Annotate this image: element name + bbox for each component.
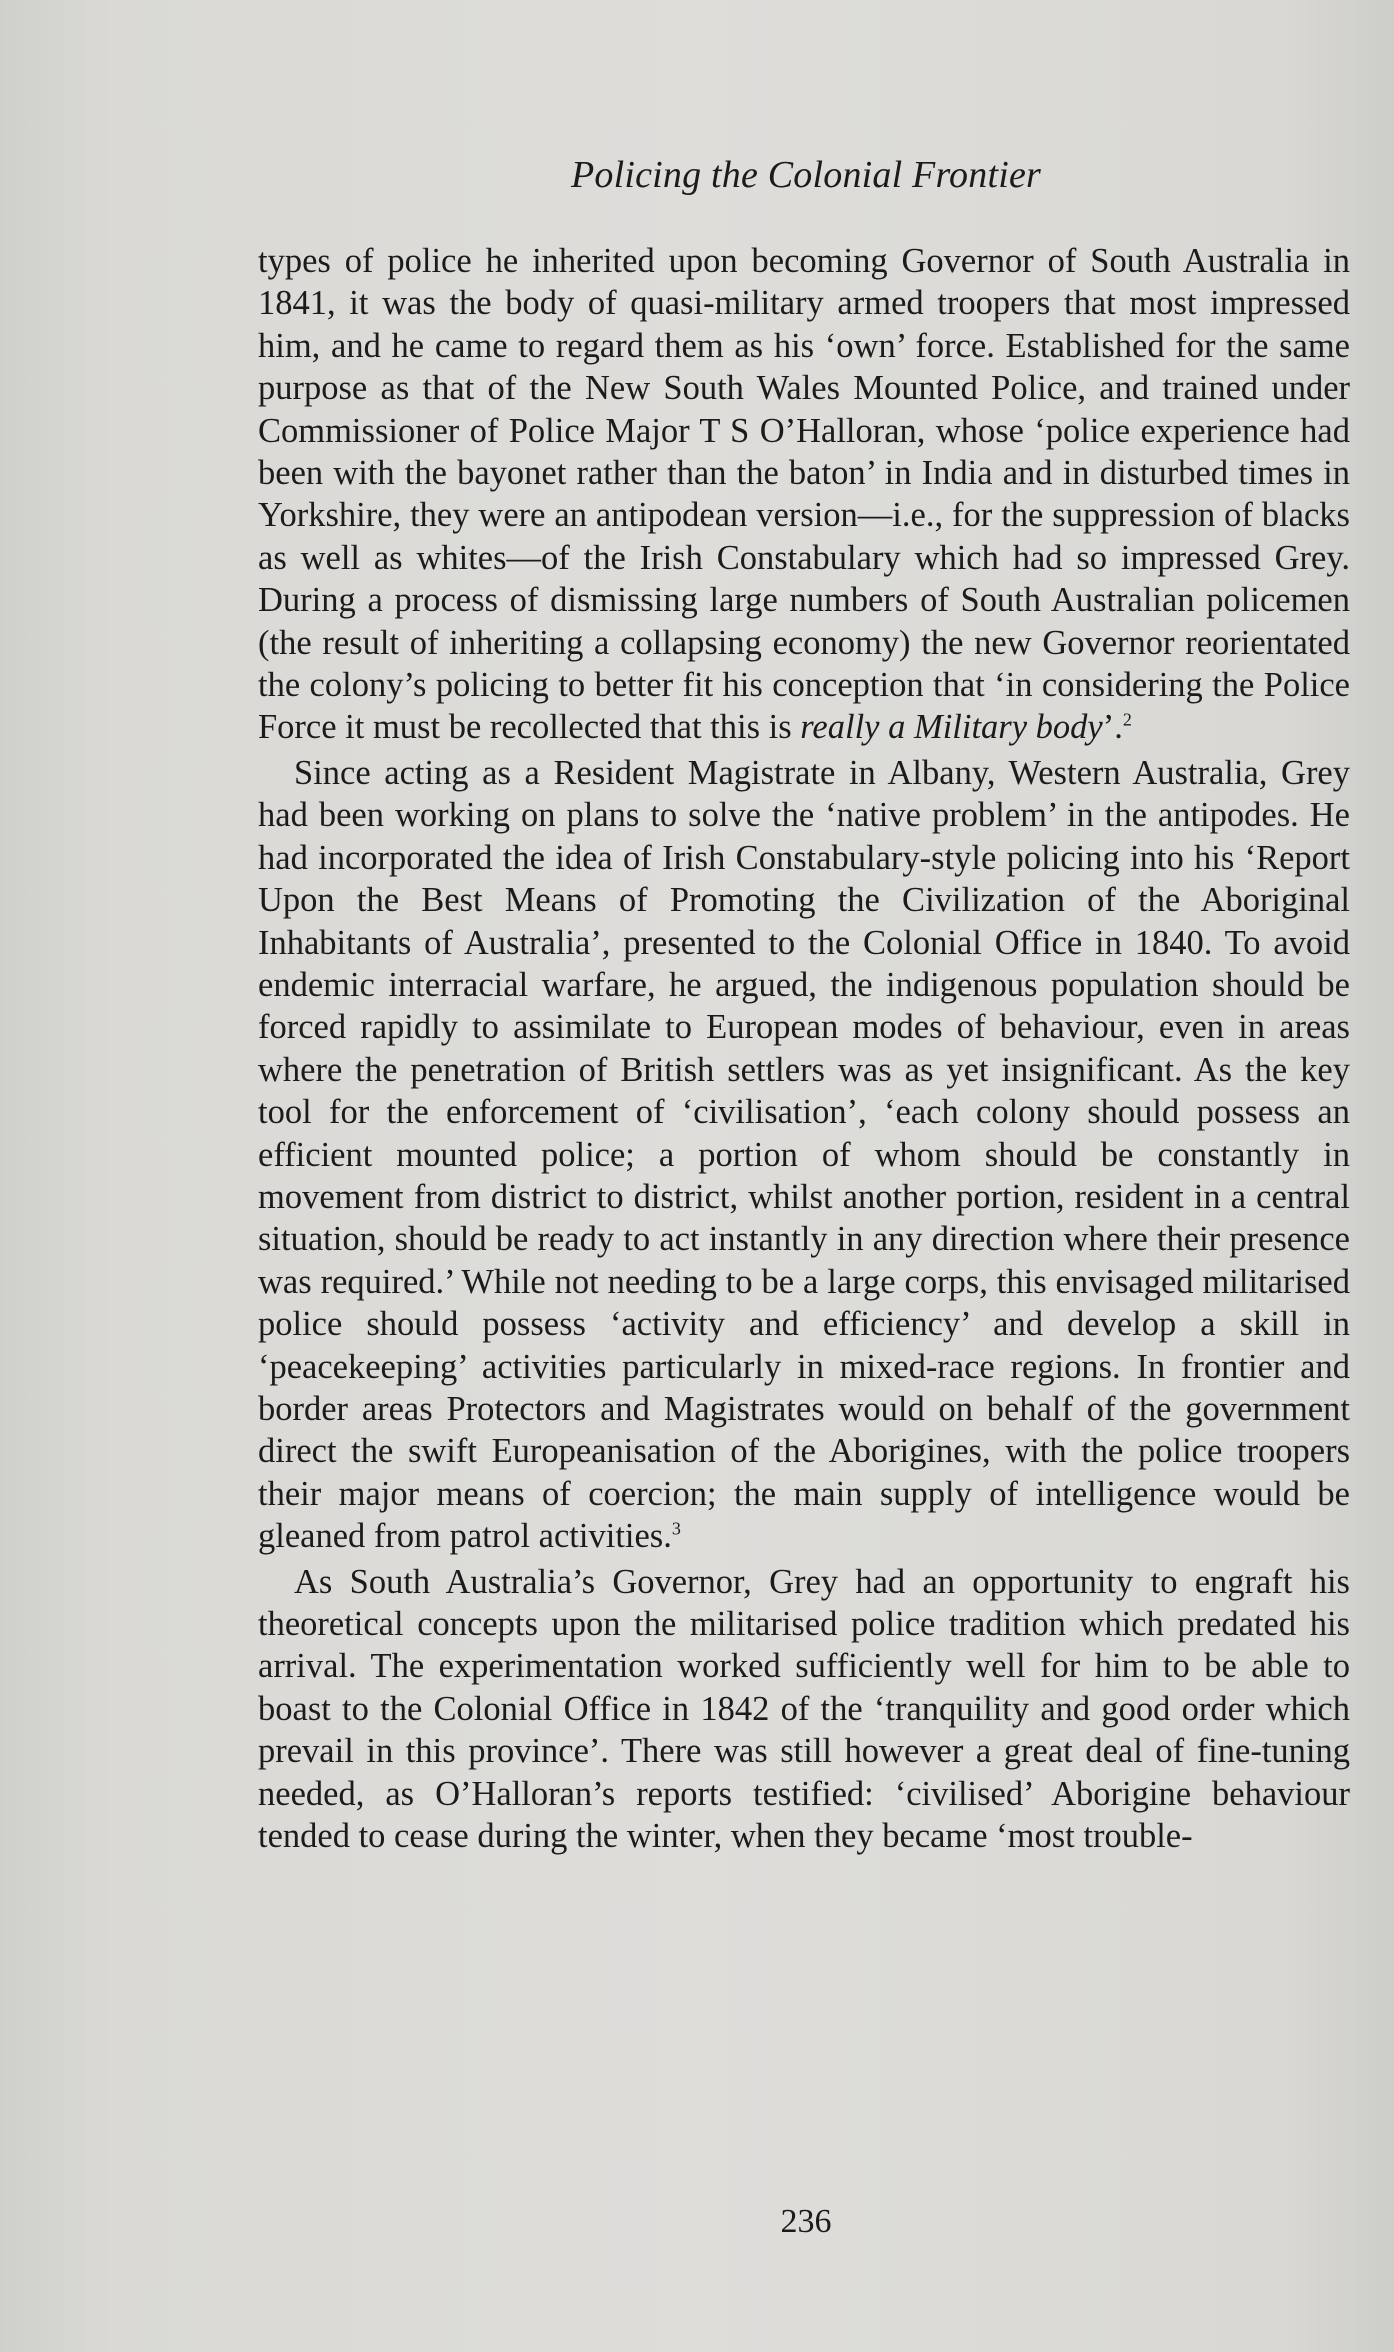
running-head: Policing the Colonial Frontier [570,154,1042,196]
paragraph-3-text: As South Australia’s Governor, Grey had an opportunity to engraft his theoretical concepts upon the militarised police tradition which predated his arrival. The experimentation worked sufficiently well for him to be able to boast to the Colonial Office in 1842 of the ‘tranquility and good order which prevail in this province’. There was still however a great deal of fine-tuning needed, as O’Halloran’s reports testified: ‘civilised’ Aborigine behaviour tended to cease during the winter, when they became ‘most trouble- [258,1562,1350,1856]
body-text [258,240,1350,1857]
paragraph-3 [258,1561,1350,1858]
italic-emphasis: really a Military body [800,708,1103,747]
paragraph-2-text: Since acting as a Resident Magistrate in Albany, Western Australia, Grey had been working on plans to solve the ‘native problem’ in the antipodes. He had incorporated the idea of Irish Constabulary-style policing into his ‘Report Upon the Best Means of Promoting the Civilization of the Aboriginal Inhabitants of Australia’, presented to the Colonial Office in 1840. To avoid endemic interracial warfare, he argued, the indigenous population should be forced rapidly to assimilate to European modes of behaviour, even in areas where the penetration of British settlers was as yet insignificant. As the key tool for the enforcement of ‘civilisation’, ‘each colony should possess an efficient mounted police; a portion of whom should be constantly in movement from district to district, whilst another portion, resident in a central situation, should be ready to act instantly in any direction where their presence was required.’ While not needing to be a large corps, this envisaged militarised police should possess ‘activity and efficiency’ and develop a skill in ‘peacekeeping’ activities particularly in mixed-race regions. In frontier and border areas Protectors and Magistrates would on behalf of the government direct the swift Europeanisation of the Aborigines, with the police troopers their major means of coercion; the main supply of intelligence would be gleaned from patrol activities. [258,753,1350,1556]
paragraph-1-end: ’. [1102,708,1123,747]
paragraph-1-text: types of police he inherited upon becoming Governor of South Australia in 1841, it was the body of quasi-military armed troopers that most impressed him, and he came to regard them as his ‘own’ force. Established for the same purpose as that of the New South Wales Mounted Police, and trained under Commissioner of Police Major T S O’Halloran, whose ‘police experience had been with the bayonet rather than the baton’ in India and in disturbed times in Yorkshire, they were an antipodean version—i.e., for the suppression of blacks as well as whites—of the Irish Constabulary which had so impressed Grey. During a process of dismissing large numbers of South Australian policemen (the result of inheriting a collapsing economy) the new Governor reorientated the colony’s policing to better fit his conception that ‘in considering the Police Force it must be recollected that this is [258,242,1350,747]
page-number: 236 [780,2203,832,2240]
paragraph-2 [258,752,1350,1558]
paragraph-1 [258,240,1350,749]
footnote-marker: 3 [671,1518,681,1539]
footnote-marker: 2 [1122,709,1132,730]
